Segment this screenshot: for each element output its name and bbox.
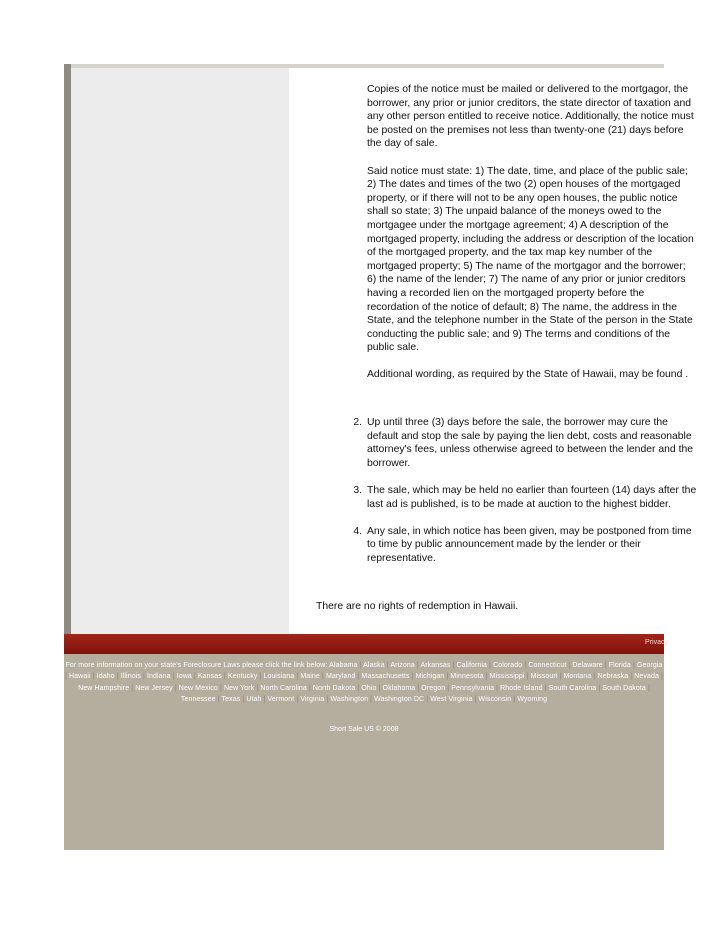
link-separator: | xyxy=(65,673,67,681)
link-separator: | xyxy=(446,673,449,681)
state-link-minnesota[interactable]: Minnesota xyxy=(450,673,484,681)
state-link-vermont[interactable]: Vermont xyxy=(267,695,295,703)
link-separator: | xyxy=(661,673,663,681)
state-link-wyoming[interactable]: Wyoming xyxy=(517,695,548,703)
state-link-massachusetts[interactable]: Massachusetts xyxy=(361,673,410,681)
step-text: Any sale, in which notice has been given, may be postponed from time to time by public announcement made by the lender or their representative. xyxy=(367,525,692,564)
link-separator: | xyxy=(604,662,607,669)
link-separator: | xyxy=(131,684,134,692)
link-separator: | xyxy=(378,684,381,692)
state-link-new-hampshire[interactable]: New Hampshire xyxy=(78,684,130,692)
state-link-alabama[interactable]: Alabama xyxy=(329,662,358,669)
link-separator: | xyxy=(559,673,562,681)
state-link-south-dakota[interactable]: South Dakota xyxy=(602,684,646,692)
state-link-hawaii[interactable]: Hawaii xyxy=(69,673,91,681)
link-separator: | xyxy=(219,684,222,692)
link-separator: | xyxy=(242,695,245,703)
link-separator: | xyxy=(447,684,450,692)
copyright: Short Sale US © 2008 xyxy=(329,726,399,733)
state-link-florida[interactable]: Florida xyxy=(608,662,631,669)
link-separator: | xyxy=(485,673,488,681)
link-separator: | xyxy=(321,673,324,681)
state-link-south-carolina[interactable]: South Carolina xyxy=(548,684,597,692)
step-text: The sale, which may be held no earlier than fourteen (14) days after the last ad is published, is to be made at auction to the highest bidder. xyxy=(367,484,697,510)
link-separator: | xyxy=(263,695,266,703)
link-separator: | xyxy=(489,662,492,669)
link-separator: | xyxy=(426,695,429,703)
link-separator: | xyxy=(256,684,259,692)
state-link-washington-dc[interactable]: Washington DC xyxy=(374,695,425,703)
link-separator: | xyxy=(359,662,362,669)
link-separator: | xyxy=(217,695,220,703)
state-link-indiana[interactable]: Indiana xyxy=(146,673,171,681)
state-link-wisconsin[interactable]: Wisconsin xyxy=(478,695,512,703)
link-separator: | xyxy=(357,684,360,692)
state-link-kentucky[interactable]: Kentucky xyxy=(227,673,258,681)
state-link-maryland[interactable]: Maryland xyxy=(325,673,356,681)
link-separator: | xyxy=(474,695,477,703)
state-link-north-dakota[interactable]: North Dakota xyxy=(312,684,356,692)
state-link-colorado[interactable]: Colorado xyxy=(493,662,523,669)
list-item xyxy=(342,484,697,511)
state-link-pennsylvania[interactable]: Pennsylvania xyxy=(451,684,495,692)
redemption-note: There are no rights of redemption in Hawaii. xyxy=(316,601,519,612)
link-separator: | xyxy=(259,673,262,681)
state-link-utah[interactable]: Utah xyxy=(246,695,262,703)
header-bar xyxy=(64,634,668,654)
state-link-texas[interactable]: Texas xyxy=(221,695,241,703)
foreclosure-steps-list xyxy=(342,416,697,579)
link-separator: | xyxy=(143,673,145,681)
state-link-new-york[interactable]: New York xyxy=(223,684,255,692)
privacy-link[interactable]: Privacy xyxy=(645,639,668,646)
state-link-north-carolina[interactable]: North Carolina xyxy=(260,684,307,692)
state-link-virginia[interactable]: Virginia xyxy=(300,695,325,703)
state-link-nevada[interactable]: Nevada xyxy=(634,673,659,681)
state-link-california[interactable]: California xyxy=(456,662,488,669)
state-links-footer xyxy=(64,660,664,705)
state-link-illinois[interactable]: Illinois xyxy=(120,673,141,681)
state-link-arkansas[interactable]: Arkansas xyxy=(420,662,451,669)
notice-requirements xyxy=(367,83,697,396)
left-border xyxy=(64,64,71,634)
link-separator: | xyxy=(496,684,499,692)
state-link-nebraska[interactable]: Nebraska xyxy=(597,673,629,681)
link-separator: | xyxy=(386,662,389,669)
link-separator: | xyxy=(296,695,299,703)
notice-paragraph-additional: Additional wording, as required by the State of Hawaii, may be found . xyxy=(367,369,689,381)
state-link-oregon[interactable]: Oregon xyxy=(421,684,446,692)
link-separator: | xyxy=(598,684,601,692)
link-separator: | xyxy=(593,673,596,681)
state-link-mississippi[interactable]: Mississippi xyxy=(489,673,525,681)
link-separator: | xyxy=(647,684,650,692)
state-link-tennessee[interactable]: Tennessee xyxy=(180,695,216,703)
main-content xyxy=(289,68,697,634)
link-separator: | xyxy=(193,673,196,681)
step-number: 4. xyxy=(353,525,362,537)
state-link-oklahoma[interactable]: Oklahoma xyxy=(382,684,416,692)
state-link-alaska[interactable]: Alaska xyxy=(363,662,385,669)
link-separator: | xyxy=(370,695,373,703)
state-link-delaware[interactable]: Delaware xyxy=(572,662,603,669)
state-link-missouri[interactable]: Missouri xyxy=(530,673,558,681)
state-link-new-jersey[interactable]: New Jersey xyxy=(135,684,173,692)
state-link-arizona[interactable]: Arizona xyxy=(390,662,415,669)
step-number: 2. xyxy=(353,417,362,428)
state-link-maine[interactable]: Maine xyxy=(300,673,320,681)
list-item xyxy=(342,525,697,566)
link-separator: | xyxy=(172,673,175,681)
link-separator: | xyxy=(92,673,95,681)
link-separator: | xyxy=(632,662,635,669)
state-link-michigan[interactable]: Michigan xyxy=(415,673,445,681)
link-separator: | xyxy=(524,662,527,669)
state-link-washington[interactable]: Washington xyxy=(330,695,369,703)
state-link-west-virginia[interactable]: West Virginia xyxy=(430,695,473,703)
footer-intro: For more information on your state's Foreclosure Laws please click the link below: xyxy=(65,662,328,669)
state-link-idaho[interactable]: Idaho xyxy=(96,673,115,681)
step-number: 3. xyxy=(353,484,362,496)
link-separator: | xyxy=(513,695,516,703)
link-separator: | xyxy=(296,673,299,681)
link-separator: | xyxy=(174,684,177,692)
state-link-rhode-island[interactable]: Rhode Island xyxy=(500,684,543,692)
step-text: Up until three (3) days before the sale, the borrower may cure the default and stop the sale by paying the lien debt, costs and reasonable attorney's fees, unless otherwise agreed to between the lender and the borrower. xyxy=(367,417,694,469)
left-sidebar xyxy=(71,68,289,634)
list-item xyxy=(342,416,697,470)
state-link-montana[interactable]: Montana xyxy=(563,673,592,681)
link-separator: | xyxy=(411,673,414,681)
link-separator: | xyxy=(630,673,633,681)
link-separator: | xyxy=(452,662,455,669)
link-separator: | xyxy=(116,673,119,681)
link-separator: | xyxy=(416,662,419,669)
link-separator: | xyxy=(326,695,329,703)
state-link-iowa[interactable]: Iowa xyxy=(176,673,192,681)
link-separator: | xyxy=(568,662,571,669)
link-separator: | xyxy=(544,684,547,692)
link-separator: | xyxy=(308,684,311,692)
link-separator: | xyxy=(357,673,360,681)
link-separator: | xyxy=(526,673,529,681)
notice-paragraph-copies: Copies of the notice must be mailed or delivered to the mortgagor, the borrower, any prior or junior creditors, the state director of taxation and any other person entitled to receive notice. Additionally, the notice must be posted on the premises not less than twenty-one (21) days before the day of sale. xyxy=(367,84,694,150)
state-link-kansas[interactable]: Kansas xyxy=(197,673,222,681)
state-link-connecticut[interactable]: Connecticut xyxy=(528,662,567,669)
state-link-louisiana[interactable]: Louisiana xyxy=(263,673,295,681)
page-frame xyxy=(64,64,697,850)
state-link-georgia[interactable]: Georgia xyxy=(636,662,663,669)
notice-paragraph-contents: Said notice must state: 1) The date, time, and place of the public sale; 2) The dates and times of the two (2) open houses of the mortgaged property, or if there will not to be any open houses, the public notice shall so state; 3) The unpaid balance of the moneys owed to the mortgagee under the mortgage agreement; 4) A description of the mortgaged property, including the address or description of the location of the mortgaged property, and the tax map key number of the mortgaged property; 5) The name of the mortgagor and the borrower; 6) the name of the lender; 7) The name of any prior or junior creditors having a recorded lien on the mortgaged property before the recordation of the notice of default; 8) The name, the address in the State, and the telephone number in the State of the person in the State conducting the public sale; and 9) The terms and conditions of the public sale. xyxy=(367,165,694,354)
state-link-new-mexico[interactable]: New Mexico xyxy=(178,684,218,692)
state-link-ohio[interactable]: Ohio xyxy=(361,684,377,692)
link-separator: | xyxy=(223,673,226,681)
link-separator: | xyxy=(417,684,420,692)
